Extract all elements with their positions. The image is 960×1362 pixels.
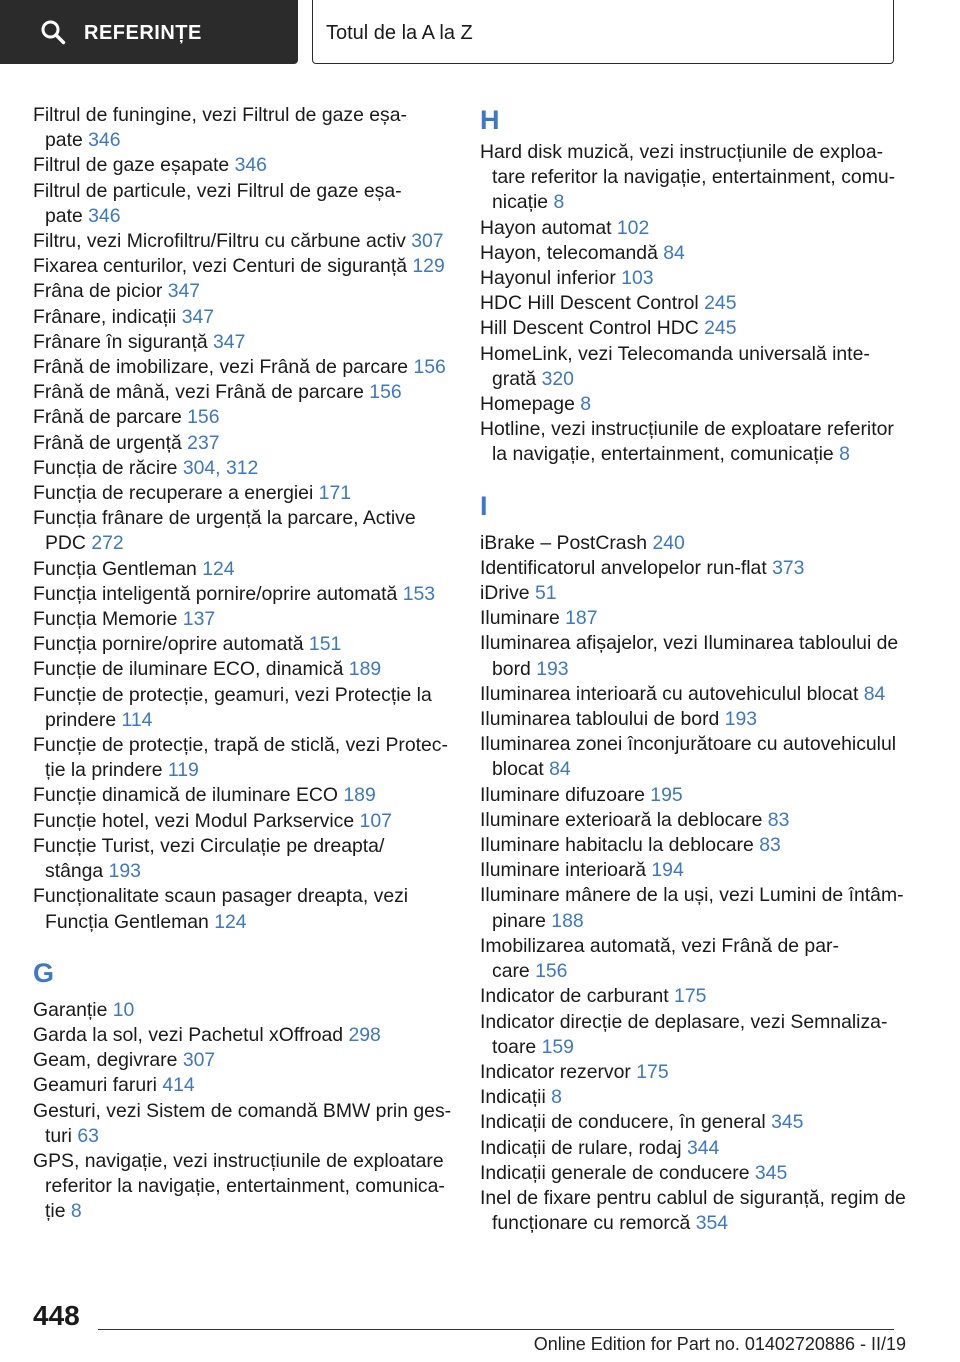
index-entry-text: Funcția Gentleman (33, 557, 203, 580)
index-entry-text: Frâna de picior (33, 280, 168, 303)
page-reference-link[interactable]: 193 (108, 860, 141, 883)
page-reference-link[interactable]: 346 (234, 154, 267, 177)
page-reference-link[interactable]: 320 (541, 367, 574, 390)
page-reference-link[interactable]: 298 (348, 1023, 381, 1046)
index-entry (480, 783, 900, 808)
page-reference-link[interactable]: 156 (187, 406, 220, 429)
index-entry (33, 179, 448, 229)
index-entry-text: Funcția pornire/oprire automată (33, 633, 309, 656)
index-entry (480, 833, 900, 858)
index-entry (33, 683, 448, 733)
index-entry-text: Funcție de protecție, geamuri, vezi Protecție la (33, 683, 432, 706)
index-entry-text: Indicator direcție de deplasare, vezi Semnaliza- (480, 1010, 888, 1033)
section-letter: H (480, 105, 500, 135)
index-entry (480, 392, 900, 417)
index-entry-text: Filtrul de funingine, vezi Filtrul de gaze eșa- (33, 104, 407, 126)
index-entry (33, 229, 448, 254)
page-reference-link[interactable]: 8 (70, 1200, 82, 1223)
index-entry (33, 1099, 452, 1149)
page-reference-link[interactable]: 245 (704, 317, 737, 340)
page-reference-link[interactable]: 8 (553, 191, 565, 214)
index-entry-text: Hayon, telecomandă (480, 241, 664, 264)
page-reference-link[interactable]: 129 (412, 255, 445, 278)
index-entry (480, 1161, 900, 1186)
page-reference-link[interactable]: 114 (121, 708, 153, 731)
index-entry (33, 657, 448, 682)
page-reference-link[interactable]: 153 (402, 582, 436, 605)
index-entry-text: Funcție Turist, vezi Circulație pe dreapta/ (33, 834, 385, 857)
index-entry-text: Geam, degivrare (33, 1049, 183, 1072)
page-reference-link[interactable]: 354 (695, 1212, 729, 1235)
index-entry-text: care (492, 960, 536, 983)
index-entry-text: Iluminare exterioară la deblocare (480, 808, 768, 831)
page-reference-link[interactable]: 63 (77, 1124, 99, 1147)
page-reference-link[interactable]: 189 (343, 784, 376, 807)
index-entry-text: Frânare, indicații (33, 305, 182, 328)
page-reference-link[interactable]: 124 (214, 910, 247, 933)
index-entry-text: Funcția frânare de urgență la parcare, Active (33, 507, 416, 530)
index-entry-text: Gesturi, vezi Sistem de comandă BMW prin ges- (33, 1099, 452, 1122)
index-entry (33, 254, 448, 279)
page-reference-link[interactable]: 8 (580, 393, 592, 416)
index-entry-text: Indicații generale de conducere (480, 1161, 755, 1184)
page-reference-link[interactable]: 171 (318, 482, 352, 505)
page-reference-link[interactable]: 51 (534, 582, 557, 605)
index-entry-text: Funcția de răcire (33, 456, 183, 479)
index-entry (480, 682, 900, 707)
index-entry (33, 431, 448, 456)
page-reference-link[interactable]: 414 (162, 1074, 195, 1097)
index-entry-text: Iluminare difuzoare (480, 783, 651, 806)
page-reference-link[interactable]: 187 (565, 607, 598, 630)
page-reference-link[interactable]: 272 (91, 532, 124, 555)
page-reference-link[interactable]: 84 (549, 758, 571, 781)
index-entry-text: pinare (492, 909, 552, 932)
breadcrumb[interactable] (312, 0, 894, 64)
edition-footer: Online Edition for Part no. 01402720886 - II/19 (533, 1334, 906, 1354)
index-entry (33, 884, 448, 934)
page-reference-link[interactable]: 189 (348, 658, 382, 681)
index-column-right (480, 103, 906, 1236)
index-entry-text: Frână de parcare (33, 406, 188, 429)
index-entry-text: Garda la sol, vezi Pachetul xOffroad (33, 1023, 349, 1046)
index-entry-text: Hayonul inferior (480, 267, 622, 290)
index-entry-text: turi (45, 1124, 78, 1147)
index-entry-text: Frână de mână, vezi Frână de parcare (33, 381, 370, 404)
index-entry (480, 883, 904, 933)
index-entry (33, 632, 448, 657)
index-entry (480, 342, 900, 392)
index-entry (33, 1149, 448, 1225)
page-reference-link[interactable]: 159 (541, 1035, 574, 1058)
index-entry-text: Filtrul de particule, vezi Filtrul de gaze eșa- (33, 179, 402, 202)
index-entry-text: Iluminarea zonei înconjurătoare cu autovehiculul (480, 733, 897, 756)
page-reference-link[interactable]: 307 (182, 1049, 216, 1072)
index-entry (480, 606, 900, 631)
index-entry-text: ție la prindere (45, 759, 168, 782)
page-reference-link[interactable]: 83 (759, 834, 781, 857)
page-reference-link[interactable]: 237 (187, 431, 220, 454)
index-entry (480, 984, 900, 1009)
page-reference-link[interactable]: 304, 312 (182, 456, 259, 479)
page-reference-link[interactable]: 347 (167, 280, 201, 303)
section-spacer (480, 468, 900, 481)
index-entry-text: pate (45, 204, 89, 227)
index-entry-text: Funcția inteligentă pornire/oprire automată (33, 582, 403, 605)
index-entry-text: funcționare cu remorcă (492, 1212, 696, 1235)
page-reference-link[interactable]: 124 (202, 557, 235, 580)
index-entry-text: Funcție de protecție, trapă de sticlă, vezi Protec- (33, 734, 448, 757)
index-entry (33, 305, 448, 330)
page-reference-link[interactable]: 84 (863, 682, 886, 705)
index-entry-text: Indicator de carburant (480, 985, 675, 1008)
index-entry (33, 783, 448, 808)
index-entry-text: Frână de urgență (33, 431, 188, 454)
index-entry-text: Hotline, vezi instrucțiunile de exploatare referitor (480, 418, 894, 441)
page-reference-link[interactable]: 102 (616, 216, 650, 239)
page-reference-link[interactable]: 194 (651, 859, 684, 882)
index-entry-text: nicație (492, 191, 554, 214)
index-entry-text: prindere (45, 708, 122, 731)
index-entry (480, 1110, 900, 1135)
page-reference-link[interactable]: 347 (181, 305, 215, 328)
index-entry-text: Indicații de conducere, în general (480, 1111, 772, 1134)
index-entry-text: Iluminare mânere de la uși, vezi Lumini de întâm- (480, 884, 904, 907)
index-entry-text: toare (492, 1035, 542, 1058)
index-entry-text: Geamuri faruri (33, 1074, 163, 1097)
page-reference-link[interactable]: 346 (88, 129, 121, 152)
page-reference-link[interactable]: 156 (535, 960, 568, 983)
index-entry (33, 380, 448, 405)
index-entry (33, 557, 448, 582)
index-entry-text: Hard disk muzică, vezi instrucțiunile de exploa- (480, 141, 884, 163)
index-entry (480, 858, 900, 883)
page-reference-link[interactable]: 175 (636, 1060, 669, 1083)
page-reference-link[interactable]: 195 (650, 783, 683, 806)
index-entry (480, 808, 900, 833)
page-reference-link[interactable]: 156 (369, 381, 402, 404)
index-entry-text: Homepage (480, 393, 581, 416)
index-entry (33, 1073, 448, 1098)
section-letter: G (33, 957, 55, 988)
index-entry-text: stânga (45, 860, 109, 883)
page-reference-link[interactable]: 175 (674, 985, 707, 1008)
index-entry-text: Iluminare interioară (480, 859, 652, 882)
index-entry-text: Indicații de rulare, rodaj (480, 1136, 687, 1159)
index-entry (33, 506, 448, 556)
index-entry-text: Filtrul de gaze eșapate (33, 154, 235, 177)
index-entry-text: iDrive (480, 582, 535, 605)
index-column-left (33, 103, 452, 1225)
page-header (0, 0, 960, 66)
page-reference-link[interactable]: 346 (88, 204, 121, 227)
index-entry (480, 934, 900, 984)
index-entry (33, 456, 448, 481)
index-entry (480, 417, 900, 467)
index-entry-text: Iluminarea interioară cu autovehiculul blocat (480, 682, 864, 705)
index-entry-text: Hayon automat (480, 216, 617, 239)
index-entry (33, 330, 448, 355)
index-entry (33, 153, 448, 178)
index-entry-text: blocat (492, 758, 550, 781)
index-entry (480, 1186, 906, 1236)
index-entry-text: Funcționalitate scaun pasager dreapta, vezi (33, 885, 409, 908)
index-entry-text: Frână de imobilizare, vezi Frână de parcare (33, 356, 414, 379)
index-entry-text: Identificatorul anvelopelor run-flat (480, 556, 773, 579)
index-entry (480, 316, 900, 341)
page-reference-link[interactable]: 245 (704, 292, 737, 315)
index-entry-text: Hill Descent Control HDC (480, 317, 705, 340)
index-entry-text: Funcția de recuperare a energiei (33, 482, 319, 505)
index-entry (33, 998, 448, 1023)
index-entry (33, 481, 448, 506)
index-entry (480, 1085, 900, 1110)
index-entry-text: grată (492, 367, 542, 390)
index-entry-text: Filtru, vezi Microfiltru/Filtru cu cărbune activ (33, 230, 412, 253)
index-entry (33, 103, 448, 153)
index-entry-text: Iluminarea tabloului de bord (480, 708, 725, 731)
index-entry (33, 279, 448, 304)
index-entry (480, 140, 900, 216)
page-reference-link[interactable]: 240 (652, 531, 685, 554)
index-entry (480, 1010, 900, 1060)
page-reference-link[interactable]: 151 (308, 633, 342, 656)
index-entry (480, 581, 900, 606)
index-entry-text: HomeLink, vezi Telecomanda universală inte- (480, 342, 870, 365)
page-reference-link[interactable]: 345 (754, 1161, 788, 1184)
index-entry-text: Garanție (33, 998, 113, 1021)
page-reference-link[interactable]: 83 (767, 808, 790, 831)
index-entry-text: Frânare în siguranță (33, 330, 213, 353)
index-entry (33, 582, 448, 607)
page-reference-link[interactable]: 307 (411, 230, 444, 253)
index-entry (480, 291, 900, 316)
page-number: 448 (33, 1300, 80, 1331)
index-entry (33, 1048, 448, 1073)
section-letter: I (480, 490, 488, 521)
index-entry (480, 266, 900, 291)
index-entry (480, 556, 900, 581)
page-reference-link[interactable]: 8 (551, 1086, 562, 1109)
index-entry-text: iBrake – PostCrash (480, 531, 653, 554)
index-entry (33, 834, 448, 884)
index-entry-text: Funcția Gentleman (45, 910, 215, 933)
index-entry-text: Iluminarea afișajelor, vezi Iluminarea tabloului de (480, 632, 899, 655)
index-entry-text: Indicator rezervor (480, 1060, 637, 1083)
index-entry-text: bord (492, 657, 537, 680)
page-reference-link[interactable]: 156 (413, 356, 446, 379)
search-icon (40, 19, 66, 45)
index-entry (33, 405, 448, 430)
page-reference-link[interactable]: 193 (724, 708, 758, 731)
page-reference-link[interactable]: 188 (551, 909, 584, 932)
index-entry-text: Iluminare habitaclu la deblocare (480, 834, 760, 857)
section-spacer (33, 935, 448, 948)
footer-divider (98, 1329, 894, 1330)
index-entry-text: ție (45, 1200, 71, 1223)
index-entry (480, 241, 900, 266)
page-reference-link[interactable]: 10 (112, 998, 135, 1021)
page-reference-link[interactable]: 107 (359, 809, 392, 832)
page-reference-link[interactable]: 344 (686, 1136, 720, 1159)
index-entry (480, 531, 900, 556)
index-entry-text: PDC (45, 532, 92, 555)
index-entry-text: Funcție dinamică de iluminare ECO (33, 784, 344, 807)
index-entry-text: tare referitor la navigație, entertainment, comu- (492, 166, 896, 189)
index-entry (33, 809, 448, 834)
index-entry-text: Funcție hotel, vezi Modul Parkservice (33, 809, 360, 832)
index-entry-text: pate (45, 129, 89, 152)
index-entry (33, 1023, 448, 1048)
index-entry-text: Indicații (480, 1086, 552, 1109)
breadcrumb-label: Totul de la A la Z (326, 22, 473, 44)
index-entry-text: GPS, navigație, vezi instrucțiunile de exploatare (33, 1149, 444, 1172)
index-entry-text: la navigație, entertainment, comunicație (492, 443, 840, 466)
index-entry (480, 631, 900, 681)
page-reference-link[interactable]: 345 (771, 1111, 804, 1134)
page-reference-link[interactable]: 84 (663, 241, 685, 264)
page-reference-link[interactable]: 137 (182, 608, 216, 631)
page-reference-link[interactable]: 193 (536, 657, 569, 680)
index-entry (480, 732, 900, 782)
references-tab[interactable] (0, 0, 298, 64)
index-entry-text: Funcție de iluminare ECO, dinamică (33, 658, 349, 681)
index-entry (480, 1136, 900, 1161)
index-entry (480, 1060, 900, 1085)
index-entry (480, 707, 900, 732)
index-entry-text: HDC Hill Descent Control (480, 292, 705, 315)
page-reference-link[interactable]: 373 (772, 556, 805, 579)
references-tab-label: REFERINȚE (84, 22, 202, 44)
index-entry (480, 216, 900, 241)
index-entry (33, 607, 448, 632)
page-reference-link[interactable]: 119 (167, 759, 199, 782)
index-entry (33, 733, 448, 783)
index-entry-text: referitor la navigație, entertainment, comunica- (45, 1175, 445, 1198)
index-entry-text: Funcția Memorie (33, 608, 183, 631)
index-entry (33, 355, 448, 380)
index-entry-text: Iluminare (480, 607, 566, 630)
index-entry-text: Fixarea centurilor, vezi Centuri de siguranță (33, 255, 413, 278)
index-entry-text: Imobilizarea automată, vezi Frână de par- (480, 934, 839, 957)
page-reference-link[interactable]: 8 (839, 443, 850, 466)
index-entry-text: Inel de fixare pentru cablul de siguranță, regim de (480, 1186, 906, 1209)
page-reference-link[interactable]: 347 (213, 330, 246, 353)
page-reference-link[interactable]: 103 (621, 267, 654, 290)
